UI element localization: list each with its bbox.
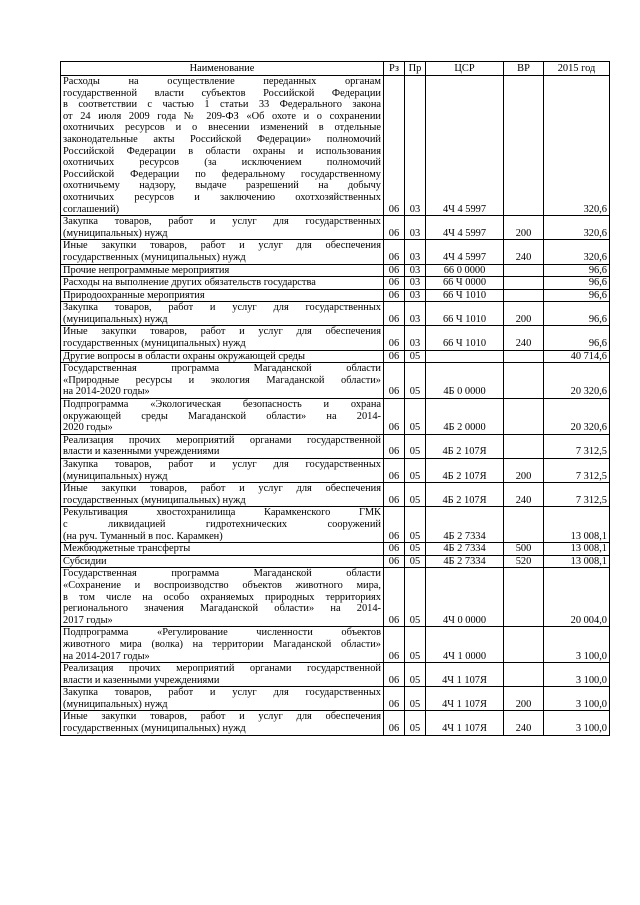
row-rz: 06 (384, 663, 405, 687)
table-row (61, 434, 610, 458)
row-amount: 3 100,0 (544, 627, 610, 663)
row-name-line: Рекультивация хвостохранилища Карамкенского ГМК (63, 507, 381, 519)
header-vr: ВР (504, 62, 544, 76)
row-amount: 7 312,5 (544, 483, 610, 507)
row-rz: 06 (384, 687, 405, 711)
row-name-line: Закупка товаров, работ и услуг для государственных (63, 459, 381, 470)
row-amount: 20 320,6 (544, 363, 610, 399)
row-pr: 05 (405, 568, 426, 627)
table-row (61, 663, 610, 687)
row-name (61, 687, 384, 711)
row-amount: 3 100,0 (544, 687, 610, 711)
row-pr: 05 (405, 711, 426, 735)
row-csr (426, 350, 504, 363)
budget-table (60, 61, 610, 736)
row-name-line: с ликвидацией гидротехнических сооружений (63, 518, 381, 530)
row-vr: 240 (504, 711, 544, 735)
row-pr: 05 (405, 350, 426, 363)
row-amount: 320,6 (544, 240, 610, 264)
row-name (61, 240, 384, 264)
row-rz: 06 (384, 507, 405, 543)
row-name-line: Российской Федерации по федеральному государственному (63, 168, 381, 180)
row-name-line: Государственная программа Магаданской области (63, 363, 381, 375)
row-name-line: (на руч. Туманный в пос. Карамкен) (63, 530, 223, 542)
row-amount: 96,6 (544, 326, 610, 350)
row-name-line: на 2014-2020 годы» (63, 386, 150, 398)
row-name-line: государственных (муниципальных) нужд (63, 338, 246, 350)
row-rz: 06 (384, 555, 405, 568)
table-row (61, 216, 610, 240)
row-csr: 4Б 2 7334 (426, 543, 504, 556)
row-csr: 66 Ч 1010 (426, 302, 504, 326)
row-pr: 03 (405, 326, 426, 350)
row-name (61, 663, 384, 687)
header-year: 2015 год (544, 62, 610, 76)
row-pr: 05 (405, 687, 426, 711)
row-csr: 66 Ч 1010 (426, 289, 504, 302)
row-name-line: государственных (муниципальных) нужд (63, 494, 246, 506)
row-rz: 06 (384, 568, 405, 627)
table-row (61, 399, 610, 435)
row-amount: 13 008,1 (544, 543, 610, 556)
header-rz: Рз (384, 62, 405, 76)
row-amount: 20 004,0 (544, 568, 610, 627)
row-csr: 4Ч 4 5997 (426, 240, 504, 264)
row-rz: 06 (384, 240, 405, 264)
row-rz: 06 (384, 363, 405, 399)
row-amount: 3 100,0 (544, 711, 610, 735)
row-rz: 06 (384, 76, 405, 216)
table-body (61, 76, 610, 736)
row-pr: 03 (405, 216, 426, 240)
row-pr: 03 (405, 240, 426, 264)
table-row (61, 363, 610, 399)
row-vr: 240 (504, 326, 544, 350)
row-pr: 03 (405, 264, 426, 277)
table-row (61, 289, 610, 302)
row-pr: 05 (405, 483, 426, 507)
row-name (61, 711, 384, 735)
row-rz: 06 (384, 277, 405, 290)
row-amount: 96,6 (544, 277, 610, 290)
table-row (61, 543, 610, 556)
table-row (61, 264, 610, 277)
row-name-line: государственных (муниципальных) нужд (63, 723, 246, 735)
table-row (61, 568, 610, 627)
row-name-line: законодательные акты Российской Федерации» полномочий (63, 133, 381, 145)
table-row (61, 459, 610, 483)
row-rz: 06 (384, 216, 405, 240)
row-vr: 200 (504, 216, 544, 240)
row-amount: 96,6 (544, 264, 610, 277)
row-vr (504, 289, 544, 302)
row-name-line: «Природные ресурсы и экология Магаданской области» (63, 374, 381, 386)
row-name-line: от 24 июля 2009 года № 209-ФЗ «Об охоте и о сохранении (63, 110, 381, 122)
row-rz: 06 (384, 434, 405, 458)
row-name-line: Подпрограмма «Экологическая безопасность и охрана (63, 399, 381, 411)
row-pr: 03 (405, 289, 426, 302)
row-name (61, 483, 384, 507)
row-name-line: регионального значения Магаданской области» на 2014- (63, 603, 381, 615)
row-vr (504, 350, 544, 363)
header-name: Наименование (61, 62, 384, 76)
row-csr: 4Ч 0 0000 (426, 568, 504, 627)
row-rz: 06 (384, 350, 405, 363)
row-name-line: (муниципальных) нужд (63, 698, 168, 710)
row-vr (504, 399, 544, 435)
row-csr: 4Ч 1 107Я (426, 663, 504, 687)
row-name (61, 277, 384, 290)
row-name-line: Иные закупки товаров, работ и услуг для обеспечения (63, 483, 381, 495)
row-csr: 4Ч 1 107Я (426, 687, 504, 711)
row-vr: 200 (504, 302, 544, 326)
row-name-line: Закупка товаров, работ и услуг для государственных (63, 216, 381, 228)
row-vr (504, 568, 544, 627)
row-pr: 03 (405, 277, 426, 290)
row-amount: 3 100,0 (544, 663, 610, 687)
row-vr: 200 (504, 687, 544, 711)
row-name (61, 627, 384, 663)
row-name-line: Подпрограмма «Регулирование численности объектов (63, 627, 381, 639)
row-pr: 05 (405, 555, 426, 568)
table-row (61, 507, 610, 543)
row-name (61, 289, 384, 302)
row-name-line: «Сохранение и воспроизводство объектов животного мира, (63, 579, 381, 591)
table-row (61, 277, 610, 290)
row-pr: 05 (405, 507, 426, 543)
row-rz: 06 (384, 399, 405, 435)
row-name-line: Расходы на выполнение других обязательств государства (63, 277, 316, 289)
row-amount: 13 008,1 (544, 507, 610, 543)
row-name-line: Другие вопросы в области охраны окружающей среды (63, 350, 305, 362)
row-rz: 06 (384, 483, 405, 507)
row-name-line: (муниципальных) нужд (63, 470, 168, 482)
row-vr (504, 76, 544, 216)
row-vr (504, 663, 544, 687)
table-row (61, 687, 610, 711)
row-name-line: Реализация прочих мероприятий органами государственной (63, 663, 381, 675)
table-row (61, 350, 610, 363)
document-page (60, 61, 609, 736)
table-row (61, 711, 610, 735)
row-vr (504, 363, 544, 399)
row-name-line: власти и казенными учреждениями (63, 674, 220, 686)
row-pr: 05 (405, 627, 426, 663)
row-vr (504, 507, 544, 543)
row-name-line: Иные закупки товаров, работ и услуг для обеспечения (63, 326, 381, 338)
row-name-line: Природоохранные мероприятия (63, 289, 205, 301)
row-vr (504, 264, 544, 277)
row-name-line: соглашений) (63, 203, 120, 215)
row-amount: 320,6 (544, 216, 610, 240)
table-row (61, 326, 610, 350)
table-row (61, 483, 610, 507)
row-rz: 06 (384, 264, 405, 277)
row-name-line: 2017 годы» (63, 614, 113, 626)
row-name (61, 434, 384, 458)
row-csr: 4Б 0 0000 (426, 363, 504, 399)
row-csr: 4Б 2 107Я (426, 483, 504, 507)
row-rz: 06 (384, 289, 405, 302)
row-name-line: охотничьих ресурсов (за исключением полномочий (63, 157, 381, 169)
row-vr: 240 (504, 483, 544, 507)
row-name-line: власти и казенными учреждениями (63, 446, 220, 458)
row-name-line: охотничьих ресурсов и о внесении изменений в отдельные (63, 122, 381, 134)
row-name (61, 543, 384, 556)
row-csr: 4Б 2 107Я (426, 434, 504, 458)
row-csr: 4Б 2 7334 (426, 507, 504, 543)
row-name-line: (муниципальных) нужд (63, 313, 168, 325)
row-name-line: охотничьему надзору, выдаче разрешений на добычу (63, 180, 381, 192)
row-name (61, 350, 384, 363)
table-header (61, 62, 610, 76)
row-name (61, 216, 384, 240)
row-rz: 06 (384, 326, 405, 350)
row-csr: 66 0 0000 (426, 264, 504, 277)
row-vr: 200 (504, 459, 544, 483)
table-row (61, 555, 610, 568)
row-pr: 05 (405, 543, 426, 556)
row-rz: 06 (384, 711, 405, 735)
table-row (61, 627, 610, 663)
row-amount: 7 312,5 (544, 459, 610, 483)
row-name-line: Закупка товаров, работ и услуг для государственных (63, 687, 381, 699)
row-amount: 96,6 (544, 289, 610, 302)
row-name (61, 76, 384, 216)
row-amount: 96,6 (544, 302, 610, 326)
row-pr: 05 (405, 434, 426, 458)
header-row (61, 62, 610, 76)
row-vr: 240 (504, 240, 544, 264)
row-name-line: Государственная программа Магаданской области (63, 568, 381, 580)
row-rz: 06 (384, 459, 405, 483)
table-row (61, 240, 610, 264)
row-name-line: 2020 годы» (63, 422, 113, 434)
row-name-line: Расходы на осуществление переданных органам (63, 76, 381, 87)
row-csr: 66 Ч 1010 (426, 326, 504, 350)
table-row (61, 76, 610, 216)
row-csr: 66 Ч 0000 (426, 277, 504, 290)
row-name-line: государственных (муниципальных) нужд (63, 251, 246, 263)
row-name (61, 302, 384, 326)
row-name-line: в соответствии с частью 1 статьи 33 Федерального закона (63, 99, 381, 111)
row-rz: 06 (384, 302, 405, 326)
row-name-line: Межбюджетные трансферты (63, 543, 191, 555)
row-csr: 4Б 2 0000 (426, 399, 504, 435)
row-csr: 4Ч 1 107Я (426, 711, 504, 735)
row-amount: 20 320,6 (544, 399, 610, 435)
row-rz: 06 (384, 627, 405, 663)
row-csr: 4Ч 4 5997 (426, 76, 504, 216)
row-name (61, 363, 384, 399)
row-name-line: государственной власти субъектов Российской Федерации (63, 87, 381, 99)
row-csr: 4Б 2 7334 (426, 555, 504, 568)
row-name-line: на 2014-2017 годы» (63, 650, 150, 662)
row-pr: 03 (405, 302, 426, 326)
row-amount: 40 714,6 (544, 350, 610, 363)
row-name-line: Иные закупки товаров, работ и услуг для обеспечения (63, 240, 381, 252)
table-row (61, 302, 610, 326)
header-pr: Пр (405, 62, 426, 76)
row-pr: 03 (405, 76, 426, 216)
row-csr: 4Ч 1 0000 (426, 627, 504, 663)
row-vr: 500 (504, 543, 544, 556)
row-amount: 13 008,1 (544, 555, 610, 568)
row-name-line: охотничьих ресурсов и заключению охотхозяйственных (63, 191, 381, 203)
row-name-line: (муниципальных) нужд (63, 227, 168, 239)
row-rz: 06 (384, 543, 405, 556)
row-name-line: Закупка товаров, работ и услуг для государственных (63, 302, 381, 314)
row-amount: 7 312,5 (544, 434, 610, 458)
row-name-line: в том числе на особо охраняемых природных территориях (63, 591, 381, 603)
row-pr: 05 (405, 459, 426, 483)
row-name (61, 399, 384, 435)
row-vr (504, 627, 544, 663)
row-name-line: Российской Федерации в области охраны и использования (63, 145, 381, 157)
row-pr: 05 (405, 399, 426, 435)
row-name (61, 555, 384, 568)
row-name (61, 326, 384, 350)
row-name (61, 568, 384, 627)
header-csr: ЦСР (426, 62, 504, 76)
row-amount: 320,6 (544, 76, 610, 216)
row-vr: 520 (504, 555, 544, 568)
row-vr (504, 277, 544, 290)
row-name-line: Прочие непрограммные мероприятия (63, 264, 230, 276)
row-pr: 05 (405, 663, 426, 687)
row-name-line: животного мира (волка) на территории Магаданской области» (63, 638, 381, 650)
row-name-line: Субсидии (63, 555, 107, 567)
row-vr (504, 434, 544, 458)
row-name-line: Иные закупки товаров, работ и услуг для обеспечения (63, 711, 381, 723)
row-csr: 4Б 2 107Я (426, 459, 504, 483)
row-name (61, 507, 384, 543)
row-name-line: Реализация прочих мероприятий органами государственной (63, 434, 381, 446)
row-name-line: окружающей среды Магаданской области» на 2014- (63, 410, 381, 422)
row-name (61, 459, 384, 483)
row-pr: 05 (405, 363, 426, 399)
row-name (61, 264, 384, 277)
row-csr: 4Ч 4 5997 (426, 216, 504, 240)
